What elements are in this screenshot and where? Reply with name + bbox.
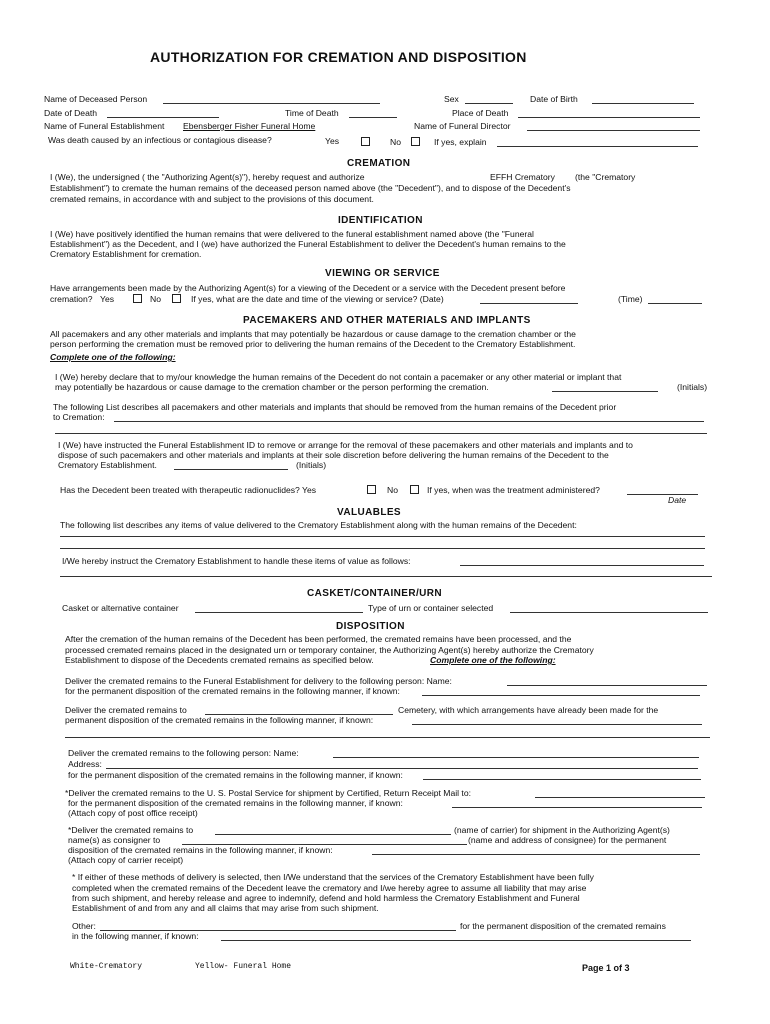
pacemaker-option-2-line-1: The following List describes all pacemakers and other materials and implants that should be removed from the human remains of the Decedent prior — [53, 402, 617, 412]
disposition-a-line-1: Deliver the cremated remains to the Funeral Establishment for delivery to the following person: Name: — [65, 676, 452, 686]
pacemaker-option-2-line-2: to Cremation: — [53, 412, 105, 422]
casket-field[interactable] — [195, 612, 363, 613]
disposition-d-line-1: *Deliver the cremated remains to the U. S. Postal Service for shipment by Certified, Return Receipt Mail to: — [65, 788, 471, 798]
pacemaker-option-3-line-1: I (We) have instructed the Funeral Establishment ID to remove or arrange for the removal of these pacemakers and other materials and implants and to — [58, 440, 633, 450]
disposition-c-line-2: Address: — [68, 759, 102, 769]
disposition-e-line-3: disposition of the cremated remains in the following manner, if known: — [68, 845, 333, 855]
pacemakers-complete-one: Complete one of the following: — [50, 352, 176, 362]
identification-text-3: Crematory Establishment for cremation. — [50, 249, 202, 259]
disposition-e-line-1a: *Deliver the cremated remains to — [68, 825, 194, 835]
disposition-b-line-1b: Cemetery, with which arrangements have already been made for the — [398, 705, 659, 715]
viewing-question: cremation? — [50, 294, 93, 304]
disposition-b-manner-field[interactable] — [412, 724, 702, 725]
infectious-yes-checkbox[interactable] — [361, 137, 370, 146]
infectious-yes-label: Yes — [325, 136, 340, 146]
if-yes-explain-label: If yes, explain — [434, 137, 487, 147]
disposition-c-line-1: Deliver the cremated remains to the following person: Name: — [68, 748, 299, 758]
disposition-e-manner-field[interactable] — [372, 854, 700, 855]
cremation-text-2: Establishment") to cremate the human remains of the deceased person named above (the "Decedent"), and to dispose of the Decedent's — [50, 183, 571, 193]
valuables-instruct-field-1[interactable] — [460, 565, 704, 566]
place-of-death-field[interactable] — [518, 117, 700, 118]
viewing-yes-label: Yes — [100, 294, 115, 304]
disposition-text-3: Establishment to dispose of the Decedents cremated remains as specified below. — [65, 655, 374, 665]
explain-field[interactable] — [497, 146, 698, 147]
pacemaker-list-field-2[interactable] — [55, 433, 707, 434]
pacemaker-option-3-initials-field[interactable] — [174, 469, 288, 470]
name-deceased-field[interactable] — [163, 103, 380, 104]
radionuclides-date-label: Date — [668, 495, 687, 505]
radionuclides-date-field[interactable] — [627, 494, 698, 495]
cremation-heading: CREMATION — [347, 158, 411, 169]
disposition-d-line-2: for the permanent disposition of the cremated remains in the following manner, if known: — [68, 798, 403, 808]
viewing-no-checkbox[interactable] — [172, 294, 181, 303]
disposition-c-address-field[interactable] — [106, 768, 698, 769]
disposition-complete-one: Complete one of the following: — [430, 655, 556, 665]
pacemaker-option-3-initials-label: (Initials) — [296, 460, 327, 470]
disposition-note-line-2: completed when the cremated remains of the Decedent leave the crematory and I/we hereby agree to assume all liability that may arise — [72, 883, 587, 893]
casket-heading: CASKET/CONTAINER/URN — [307, 588, 443, 599]
disposition-e-line-1b: (name of carrier) for shipment in the Authorizing Agent(s) — [454, 825, 670, 835]
radionuclides-yes-checkbox[interactable] — [367, 485, 376, 494]
place-of-death-label: Place of Death — [452, 108, 509, 118]
valuables-list-field-1[interactable] — [60, 536, 705, 537]
viewing-time-label: (Time) — [618, 294, 643, 304]
pacemaker-option-1-initials-field[interactable] — [552, 391, 658, 392]
disposition-a-line-2: for the permanent disposition of the cremated remains in the following manner, if known: — [65, 686, 400, 696]
pacemaker-option-1-line-2: may potentially be hazardous or cause damage to the cremation chamber or the person performing the cremation. — [55, 382, 489, 392]
date-of-birth-field[interactable] — [592, 103, 694, 104]
valuables-list-field-2[interactable] — [60, 548, 705, 549]
urn-label: Type of urn or container selected — [368, 603, 494, 613]
footer-copy-funeral-home: Yellow- Funeral Home — [195, 962, 292, 971]
radionuclides-if-yes: If yes, when was the treatment administered? — [427, 485, 600, 495]
name-deceased-label: Name of Deceased Person — [44, 94, 148, 104]
disposition-b-manner-field-2[interactable] — [65, 737, 710, 738]
viewing-date-field[interactable] — [480, 303, 578, 304]
disposition-note-line-3: from such shipment, and hereby release and agree to indemnify, defend and hold harmless the Crematory Establishment and Funeral — [72, 893, 580, 903]
disposition-d-manner-field[interactable] — [452, 807, 702, 808]
radionuclides-question: Has the Decedent been treated with therapeutic radionuclides? Yes — [60, 485, 317, 495]
infectious-question: Was death caused by an infectious or contagious disease? — [48, 135, 272, 145]
identification-heading: IDENTIFICATION — [338, 215, 423, 226]
valuables-heading: VALUABLES — [337, 507, 401, 518]
disposition-d-mail-to-field[interactable] — [535, 797, 705, 798]
disposition-other-label: Other: — [72, 921, 96, 931]
infectious-no-label: No — [390, 137, 401, 147]
disposition-e-line-4: (Attach copy of carrier receipt) — [68, 855, 184, 865]
cremation-text-1b: (the "Crematory — [575, 172, 636, 182]
valuables-instruct: I/We hereby instruct the Crematory Establishment to handle these items of value as follows: — [62, 556, 411, 566]
viewing-time-field[interactable] — [648, 303, 702, 304]
disposition-e-line-2b: (name and address of consignee) for the permanent — [468, 835, 667, 845]
urn-field[interactable] — [510, 612, 708, 613]
disposition-e-line-2a: name(s) as consigner to — [68, 835, 161, 845]
disposition-note-line-1: * If either of these methods of delivery is selected, then I/We understand that the services of the Crematory Establishment have been fully — [72, 872, 594, 882]
time-of-death-label: Time of Death — [285, 108, 339, 118]
casket-label: Casket or alternative container — [62, 603, 179, 613]
pacemaker-option-3-line-2: dispose of such pacemakers and other materials and implants at their sole discretion before delivering the human remains of the Decedent to the — [58, 450, 609, 460]
date-of-death-label: Date of Death — [44, 108, 98, 118]
pacemaker-option-1-initials-label: (Initials) — [677, 382, 708, 392]
pacemakers-text-2: person performing the cremation must be removed prior to delivering the human remains of the Decedent to the Crematory Establishment. — [50, 339, 576, 349]
disposition-text-1: After the cremation of the human remains of the Decedent has been performed, the cremated remains have been processed, and the — [65, 634, 572, 644]
date-of-birth-label: Date of Birth — [530, 94, 578, 104]
disposition-d-line-3: (Attach copy of post office receipt) — [68, 808, 198, 818]
viewing-yes-checkbox[interactable] — [133, 294, 142, 303]
disposition-b-line-2: permanent disposition of the cremated remains in the following manner, if known: — [65, 715, 374, 725]
pacemakers-text-1: All pacemakers and any other materials and implants that may potentially be hazardous or cause damage to the cremation chamber or the — [50, 329, 576, 339]
disposition-c-name-field[interactable] — [333, 757, 699, 758]
date-of-death-field[interactable] — [107, 117, 219, 118]
disposition-a-manner-field[interactable] — [422, 695, 700, 696]
valuables-text-1: The following list describes any items of value delivered to the Crematory Establishment along with the human remains of the Decedent: — [60, 520, 577, 530]
disposition-e-carrier-field[interactable] — [215, 834, 451, 835]
disposition-note-line-4: Establishment of and from any and all claims that may arise from such shipment. — [72, 903, 379, 913]
identification-text-1: I (We) have positively identified the human remains that were delivered to the funeral establishment named above (the "Funeral — [50, 229, 534, 239]
disposition-a-name-field[interactable] — [507, 685, 707, 686]
viewing-if-yes: If yes, what are the date and time of the viewing or service? (Date) — [191, 294, 444, 304]
disposition-text-2: processed cremated remains placed in the designated urn or temporary container, the Authorizing Agent(s) hereby authorize the Crematory — [65, 645, 594, 655]
disposition-other-manner-field[interactable] — [221, 940, 691, 941]
cremation-text-1a: I (We), the undersigned ( the "Authorizing Agent(s)"), hereby request and authorize — [50, 172, 365, 182]
viewing-text-1: Have arrangements been made by the Authorizing Agent(s) for a viewing of the Decedent or a service with the Decedent present before — [50, 283, 566, 293]
cremation-text-3: cremated remains, in accordance with and subject to the provisions of this document. — [50, 194, 374, 204]
disposition-b-line-1a: Deliver the cremated remains to — [65, 705, 187, 715]
radionuclides-no-checkbox[interactable] — [410, 485, 419, 494]
radionuclides-no-label: No — [387, 485, 398, 495]
pacemaker-option-3-line-3: Crematory Establishment. — [58, 460, 157, 470]
funeral-director-field[interactable] — [527, 130, 700, 131]
infectious-no-checkbox[interactable] — [411, 137, 420, 146]
funeral-director-label: Name of Funeral Director — [414, 121, 511, 131]
disposition-c-line-3: for the permanent disposition of the cremated remains in the following manner, if known: — [68, 770, 403, 780]
time-of-death-field[interactable] — [349, 117, 397, 118]
disposition-other-line-2: in the following manner, if known: — [72, 931, 199, 941]
pacemakers-heading: PACEMAKERS AND OTHER MATERIALS AND IMPLANTS — [243, 315, 531, 326]
valuables-instruct-field-2[interactable] — [60, 576, 712, 577]
disposition-c-manner-field[interactable] — [423, 779, 701, 780]
sex-label: Sex — [444, 94, 459, 104]
viewing-no-label: No — [150, 294, 161, 304]
footer-copy-crematory: White-Crematory — [70, 962, 143, 971]
funeral-establishment-value[interactable]: Ebensberger Fisher Funeral Home — [183, 121, 316, 131]
page-number: Page 1 of 3 — [582, 963, 630, 973]
sex-field[interactable] — [465, 103, 513, 104]
crematory-name: EFFH Crematory — [490, 172, 555, 182]
identification-text-2: Establishment") as the Decedent, and I (we) have authorized the Funeral Establishment to deliver the Decedent's human remains to the — [50, 239, 566, 249]
form-title: AUTHORIZATION FOR CREMATION AND DISPOSITION — [150, 49, 527, 65]
pacemaker-list-field-1[interactable] — [114, 421, 704, 422]
viewing-heading: VIEWING OR SERVICE — [325, 268, 440, 279]
disposition-heading: DISPOSITION — [336, 621, 405, 632]
funeral-establishment-label: Name of Funeral Establishment — [44, 121, 165, 131]
disposition-other-text: for the permanent disposition of the cremated remains — [460, 921, 666, 931]
pacemaker-option-1-line-1: I (We) hereby declare that to my/our knowledge the human remains of the Decedent do not contain a pacemaker or any other material or implant that — [55, 372, 622, 382]
